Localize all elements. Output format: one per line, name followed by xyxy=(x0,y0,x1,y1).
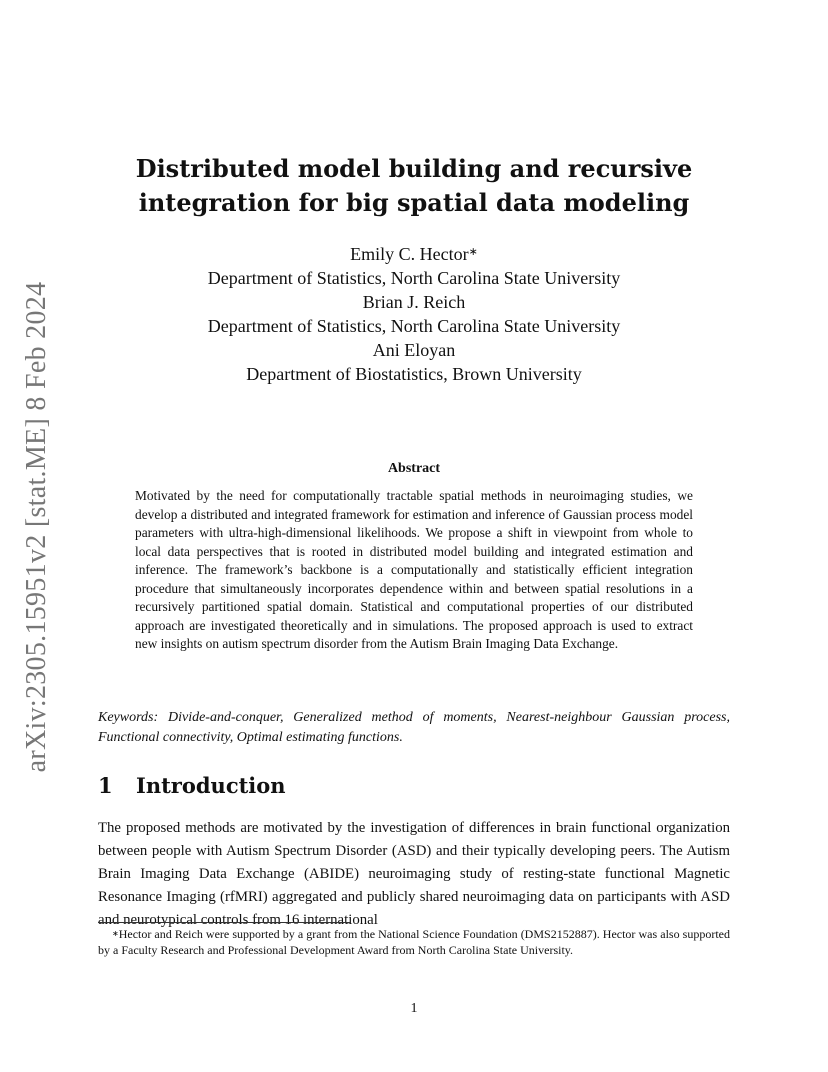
author-2: Brian J. Reich xyxy=(362,292,466,312)
title-line-1: Distributed model building and recursive xyxy=(135,154,693,183)
author-block xyxy=(98,242,730,386)
keywords: Keywords: Divide-and-conquer, Generalized method of moments, Nearest-neighbour Gaussian process, Functional connectivity, Optimal estimating functions. xyxy=(98,710,730,745)
section-title: Introduction xyxy=(136,773,286,798)
author-3: Ani Eloyan xyxy=(372,340,456,360)
author-name: Emily C. Hector xyxy=(350,244,469,264)
abstract-text: Motivated by the need for computationally tractable spatial methods in neuroimaging studies, we develop a distributed and integrated framework for estimation and inference of Gaussian process model parameters with ultra-high-dimensional likelihoods. We propose a shift in viewpoint from whole to local data perspectives that is rooted in distributed model building and integrated estimation and inference. The framework’s backbone is a computationally and statistically efficient integration procedure that simultaneously incorporates dependence within and between spatial resolutions in a recursively partitioned spatial domain. Statistical and computational properties of our distributed approach are investigated theoretically and in simulations. The proposed approach is used to extract new insights on autism spectrum disorder from the Autism Brain Imaging Data Exchange. xyxy=(135,488,693,651)
author-footnote-mark: ∗ xyxy=(468,246,478,258)
footnote xyxy=(98,926,730,958)
page-number: 1 xyxy=(410,1001,418,1016)
arxiv-identifier: arXiv:2305.15951v2 [stat.ME] 8 Feb 2024 xyxy=(21,281,52,773)
section-heading-introduction xyxy=(98,773,286,798)
title-line-2: integration for big spatial data modeling xyxy=(138,188,690,217)
introduction-paragraph: The proposed methods are motivated by the investigation of differences in brain functional organization between people with Autism Spectrum Disorder (ASD) and their typically developing peers. The Autism Brain Imaging Data Exchange (ABIDE) neuroimaging study of resting-state functional Magnetic Resonance Imaging (rfMRI) aggregated and publicly shared neuroimaging data on participants with ASD and neurotypical controls from 16 international xyxy=(98,820,730,928)
author-3-affiliation: Department of Biostatistics, Brown University xyxy=(246,364,582,384)
section-number: 1 xyxy=(98,773,113,798)
author-1 xyxy=(98,242,730,266)
arxiv-sidebar xyxy=(0,0,60,1072)
author-2-affiliation: Department of Statistics, North Carolina State University xyxy=(207,316,621,336)
abstract-heading: Abstract xyxy=(387,461,441,476)
footnote-divider xyxy=(98,922,350,923)
footnote-text: Hector and Reich were supported by a grant from the National Science Foundation (DMS2152887). Hector was also supported by a Faculty Research and Professional Development Award from North Carolina State University. xyxy=(98,927,730,957)
author-1-affiliation: Department of Statistics, North Carolina State University xyxy=(207,268,621,288)
footnote-mark: ∗ xyxy=(112,929,119,938)
paper-title xyxy=(98,152,730,220)
